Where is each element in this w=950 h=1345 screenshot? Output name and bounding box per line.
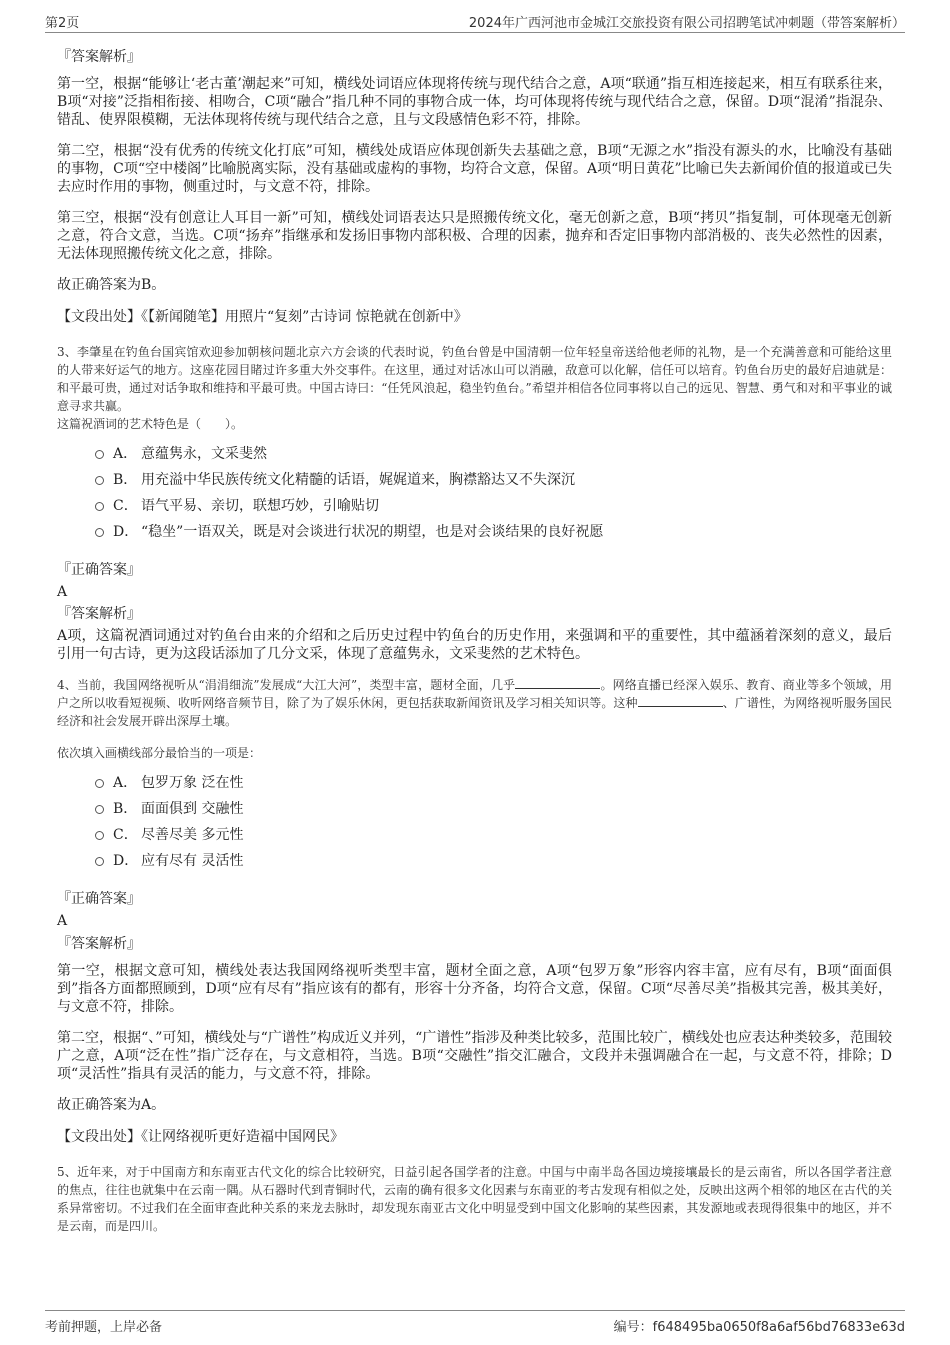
- q3-stem: 3、李肇星在钓鱼台国宾馆欢迎参加朝核问题北京六方会谈的代表时说，钓鱼台曾是中国清朝一位年轻皇帝送给他老师的礼物，是一个充满善意和可能给这里的人带来好运气的地方。这座花园目睹过许多重大外交事件。在这里，通过对话冰山可以消融，敌意可以化解，信任可以培育。钓鱼台历史的最好启迪就是：和平最可贵，通过对话争取和维持和平最可贵。中国古诗曰：“任凭风浪起，稳坐钓鱼台。”希望并相信各位同事将以自己的远见、智慧、勇气和对和平事业的诚意寻求共赢。: [57, 345, 892, 413]
- q2-analysis-p1: 第一空，根据“能够让‘老古董’潮起来”可知，横线处词语应体现将传统与现代结合之意，A项“联通”指互相连接起来，相互有联系往来，B项“对接”泛指相衔接、相吻合，C项“融合”指几种不同的事物合成一体，均可体现将传统与现代结合之意，保留。D项“混淆”指混杂、错乱、使界限模糊，无法体现将传统与现代结合之意，且与文段感情色彩不符，排除。: [57, 76, 892, 128]
- q3-answer: A: [57, 584, 68, 600]
- document-title: 2024年广西河池市金城江交旅投资有限公司招聘笔试冲刺题（带答案解析）: [468, 16, 905, 31]
- q4-analysis-p1: 第一空，根据文意可知，横线处表达我国网络视听类型丰富，题材全面之意，A项“包罗万象”形容内容丰富，应有尽有，B项“面面俱到”指各方面都照顾到，D项“应有尽有”指应该有的都有，形容十分齐备，均符合文意，保留。C项“尽善尽美”指极其完善，极其美好，与文意不符，排除。: [57, 963, 892, 1015]
- analysis-label: 『答案解析』: [57, 936, 141, 952]
- q4-ask: 依次填入画横线部分最恰当的一项是：: [57, 746, 262, 760]
- footer-slogan: 考前押题，上岸必备: [45, 1320, 163, 1335]
- page-footer: [45, 1310, 905, 1337]
- radio-icon[interactable]: [95, 528, 104, 537]
- q4-option-a[interactable]: A． 包罗万象 泛在性: [95, 770, 892, 796]
- analysis-label: 『答案解析』: [57, 49, 141, 65]
- q4-option-b[interactable]: B． 面面俱到 交融性: [95, 796, 892, 822]
- q4-analysis-p2: 第二空，根据“、”可知，横线处与“广谱性”构成近义并列，“广谱性”指涉及种类比较多，范围比较广，横线处也应表达种类较多，范围较广之意，A项“泛在性”指广泛存在，与文意相符，当选。B项“交融性”指交汇融合，文段并未强调融合在一起，与文意不符，排除；D项“灵活性”指具有灵活的能力，与文意不符，排除。: [57, 1030, 892, 1082]
- q4-source: 【文段出处】《让网络视听更好造福中国网民》: [57, 1129, 344, 1145]
- q3-analysis: A项，这篇祝酒词通过对钓鱼台由来的介绍和之后历史过程中钓鱼台的历史作用，来强调和平的重要性，其中蕴涵着深刻的意义，最后引用一句古诗，更为这段话添加了几分文采，体现了意蕴隽永，文采斐然的艺术特色。: [57, 628, 892, 662]
- document-body: [57, 47, 892, 1235]
- q2-analysis-p3: 第三空，根据“没有创意让人耳目一新”可知，横线处词语表达只是照搬传统文化，毫无创新之意，B项“拷贝”指复制，可体现毫无创新之意，符合文意，当选。C项“扬弃”指继承和发扬旧事物内部积极、合理的因素，抛弃和否定旧事物内部消极的、丧失必然性的因素，无法体现照搬传统文化之意，排除。: [57, 210, 892, 262]
- q3-option-d[interactable]: D． “稳坐”一语双关，既是对会谈进行状况的期望，也是对会谈结果的良好祝愿: [95, 519, 892, 545]
- correct-answer-label: 『正确答案』: [57, 891, 141, 907]
- correct-answer-label: 『正确答案』: [57, 562, 141, 578]
- radio-icon[interactable]: [95, 502, 104, 511]
- q3-option-c[interactable]: C． 语气平易、亲切，联想巧妙，引喻贴切: [95, 493, 892, 519]
- radio-icon[interactable]: [95, 805, 104, 814]
- q4-option-c[interactable]: C． 尽善尽美 多元性: [95, 822, 892, 848]
- radio-icon[interactable]: [95, 450, 104, 459]
- q2-source: 【文段出处】《【新闻随笔】用照片“复刻”古诗词 惊艳就在创新中》: [57, 309, 468, 325]
- radio-icon[interactable]: [95, 831, 104, 840]
- page-number: 第2页: [45, 16, 80, 31]
- blank-line: [638, 694, 723, 707]
- q4-option-d[interactable]: D． 应有尽有 灵活性: [95, 848, 892, 874]
- analysis-label: 『答案解析』: [57, 606, 141, 622]
- q2-analysis-p2: 第二空，根据“没有优秀的传统文化打底”可知，横线处成语应体现创新失去基础之意，B项“无源之水”指没有源头的水，比喻没有基础的事物，C项“空中楼阁”比喻脱离实际，没有基础或虚构的事物，均符合文意，保留。A项“明日黄花”比喻已失去新闻价值的报道或已失去应时作用的事物，侧重过时，与文意不符，排除。: [57, 143, 892, 195]
- q4-conclusion: 故正确答案为A。: [57, 1097, 166, 1113]
- q5-stem: 5、近年来，对于中国南方和东南亚古代文化的综合比较研究，日益引起各国学者的注意。中国与中南半岛各国边境接壤最长的是云南省，所以各国学者注意的焦点，往往也就集中在云南一隅。从石器时代到青铜时代，云南的确有很多文化因素与东南亚的考古发现有相似之处，反映出这两个相邻的地区在古代的关系异常密切。不过我们在全面审查此种关系的来龙去脉时，却发现东南亚古文化中明显受到中国文化影响的某些因素，其发源地或表现得很集中的地区，并不是云南，而是四川。: [57, 1165, 892, 1233]
- radio-icon[interactable]: [95, 857, 104, 866]
- q2-conclusion: 故正确答案为B。: [57, 277, 166, 293]
- blank-line: [515, 676, 600, 689]
- q4-options: [95, 770, 892, 874]
- q4-answer: A: [57, 913, 68, 929]
- q3-options: [95, 441, 892, 545]
- radio-icon[interactable]: [95, 476, 104, 485]
- q3-ask: 这篇祝酒词的艺术特色是（ ）。: [57, 417, 244, 431]
- q4-stem: 4、当前，我国网络视听从“涓涓细流”发展成“大江大河”，类型丰富，题材全面，几乎 。网络直播已经深入娱乐、教育、商业等多个领域，用户之所以收看短视频、收听网络音频节目，除了为了娱乐休闲，更包括获取新闻资讯及学习相关知识等。这种 、广谱性，为网络视听服务国民经济和社会发展开辟出深厚土壤。: [57, 678, 892, 728]
- q3-option-b[interactable]: B． 用充溢中华民族传统文化精髓的话语，娓娓道来，胸襟豁达又不失深沉: [95, 467, 892, 493]
- radio-icon[interactable]: [95, 779, 104, 788]
- q3-option-a[interactable]: A． 意蕴隽永，文采斐然: [95, 441, 892, 467]
- document-id: 编号：f648495ba0650f8a6af56bd76833e63d: [613, 1320, 905, 1335]
- page-header: [45, 10, 905, 33]
